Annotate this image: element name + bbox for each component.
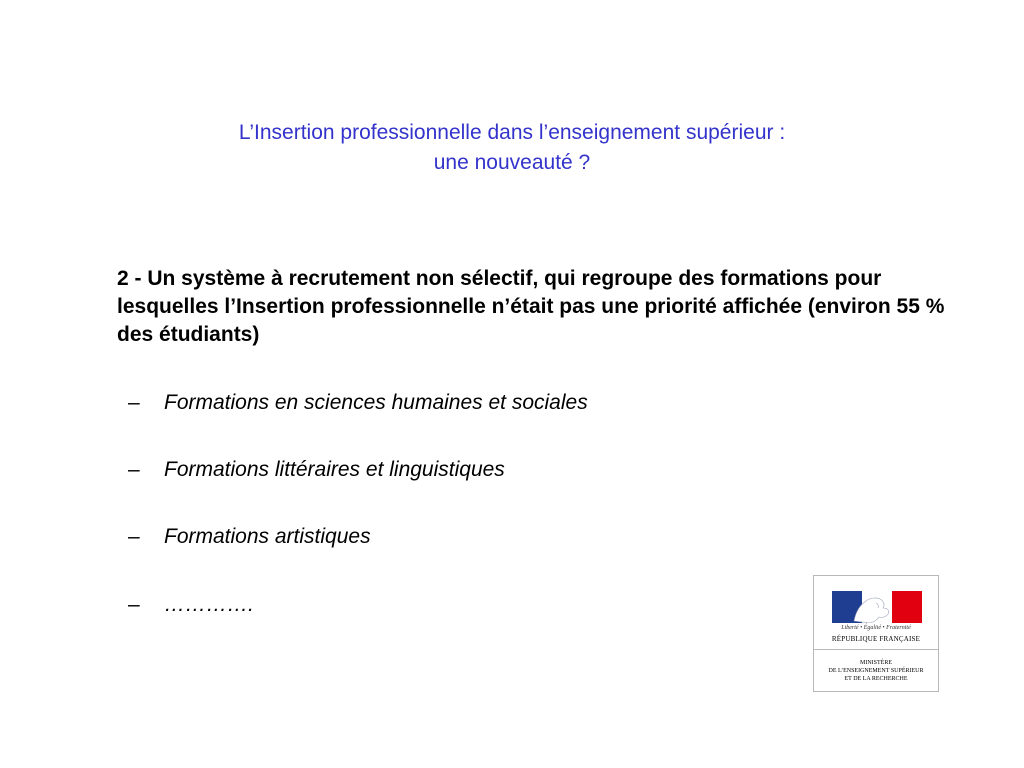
main-paragraph: 2 - Un système à recrutement non sélectif, qui regroupe des formations pour lesquelles l’Insertion professionnelle n’était pas une priorité affichée (environ 55 % des étudiants) [117,267,945,346]
bullet-dash: – [128,458,140,481]
bullet-text: …………. [164,593,254,616]
logo-divider [814,649,938,650]
bullet-dash: – [128,391,140,414]
bullet-text: Formations en sciences humaines et sociales [164,391,588,414]
title-line-2: une nouveauté ? [433,151,591,174]
logo-republic: RÉPUBLIQUE FRANÇAISE [831,635,921,643]
flag-red-band [892,591,922,623]
logo-ministry [814,659,938,683]
bullet-text: Formations artistiques [164,525,371,548]
logo-motto: Liberté • Égalité • Fraternité [841,625,911,631]
marianne-flag-icon [832,591,922,623]
ministry-line-1: MINISTÈRE [860,660,892,666]
ministry-line-2: DE L’ENSEIGNEMENT SUPÉRIEUR [828,668,924,674]
bullet-dash: – [128,593,140,616]
title-line-1: L’Insertion professionnelle dans l’enseignement supérieur : [238,121,786,144]
slide-title [100,118,924,178]
ministry-logo [813,575,939,692]
bullet-text: Formations littéraires et linguistiques [164,458,505,481]
bullet-dash: – [128,525,140,548]
ministry-line-3: ET DE LA RECHERCHE [844,676,908,682]
